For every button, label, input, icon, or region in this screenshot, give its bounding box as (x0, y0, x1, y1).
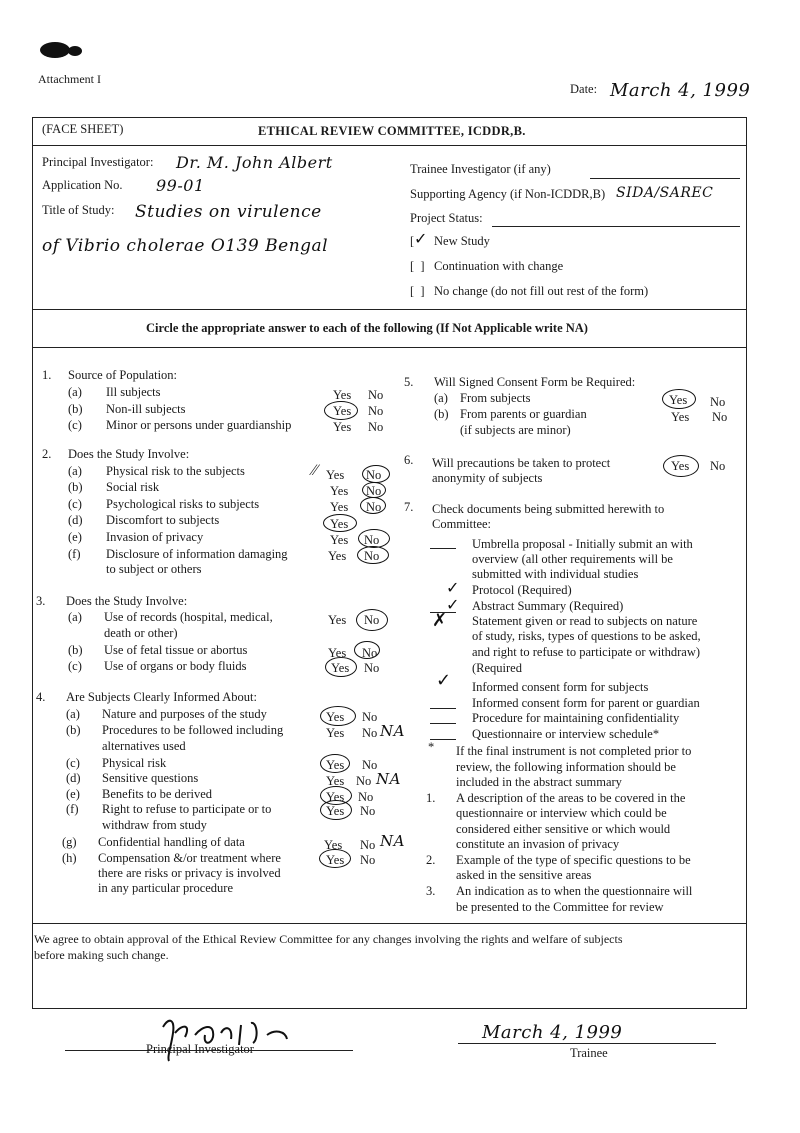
study-title-value-2: of Vibrio cholerae O139 Bengal (42, 236, 329, 256)
item-text: Minor or persons under guardianship (106, 418, 292, 432)
yes-option[interactable]: Yes (331, 661, 350, 675)
doc-protocol: Protocol (Required) (472, 583, 572, 597)
application-label: Application No. (42, 178, 123, 192)
yes-option[interactable]: Yes (326, 468, 345, 482)
no-option[interactable]: No (710, 395, 726, 409)
footnote-text: If the final instrument is not completed prior to (456, 744, 692, 758)
pi-signature-label: Principal Investigator (146, 1042, 254, 1056)
yes-option[interactable]: Yes (333, 420, 352, 434)
trainee-signature-date: March 4, 1999 (482, 1022, 623, 1043)
answer-circle (362, 465, 390, 483)
ink-blot (68, 46, 82, 56)
status-cont-bracket[interactable]: [ ] (410, 259, 425, 273)
committee-title: ETHICAL REVIEW COMMITTEE, ICDDR,B. (258, 124, 526, 138)
face-sheet-label: (FACE SHEET) (42, 122, 124, 136)
no-option[interactable]: No (362, 710, 378, 724)
item-letter: (d) (68, 513, 83, 527)
pi-label: Principal Investigator: (42, 155, 154, 169)
no-option[interactable]: No (710, 459, 726, 473)
note-number: 3. (426, 884, 436, 898)
q3-title: Does the Study Involve: (66, 594, 188, 608)
q7-text: Check documents being submitted herewith to (432, 502, 665, 516)
no-option[interactable]: No (368, 388, 384, 402)
q1-title: Source of Population: (68, 368, 178, 382)
answer-circle (320, 706, 356, 726)
yes-option[interactable]: Yes (671, 459, 690, 473)
divider (32, 309, 747, 310)
item-letter: (f) (68, 547, 81, 561)
answer-circle (356, 609, 388, 631)
q7-text: Committee: (432, 517, 492, 531)
item-text: From parents or guardian (460, 407, 587, 421)
answer-circle (357, 546, 389, 564)
item-text: Physical risk to the subjects (106, 464, 245, 478)
pi-value: Dr. M. John Albert (176, 153, 333, 172)
no-option[interactable]: No (364, 613, 380, 627)
instruction: Circle the appropriate answer to each of the following (If Not Applicable write NA) (146, 321, 588, 335)
q2-number: 2. (42, 447, 52, 461)
note-text: constitute an invasion of privacy (456, 837, 620, 851)
agency-value: SIDA/SAREC (616, 185, 714, 201)
item-text: Ill subjects (106, 385, 161, 399)
yes-option[interactable]: Yes (326, 790, 345, 804)
doc-abstract: Abstract Summary (Required) (472, 599, 624, 613)
note-text: An indication as to when the questionnaire will (456, 884, 693, 898)
study-title-label: Title of Study: (42, 203, 115, 217)
yes-option[interactable]: Yes (326, 853, 345, 867)
yes-option[interactable]: Yes (330, 484, 349, 498)
trainee-label: Trainee Investigator (if any) (410, 162, 551, 176)
doc-umbrella: Umbrella proposal - Initially submit an with (472, 537, 693, 551)
item-text: Psychological risks to subjects (106, 497, 260, 511)
no-option[interactable]: No (360, 853, 376, 867)
checkbox-confidentiality[interactable] (430, 723, 456, 724)
answer-circle (320, 800, 352, 820)
item-text: Sensitive questions (102, 771, 199, 785)
yes-option[interactable]: Yes (330, 533, 349, 547)
na-mark: NA (376, 770, 401, 788)
item-text: Use of fetal tissue or abortus (104, 643, 248, 657)
doc-umbrella: submitted with individual studies (472, 567, 639, 581)
item-letter: (a) (66, 707, 80, 721)
item-text: in any particular procedure (98, 881, 234, 895)
na-mark: NA (380, 832, 405, 850)
answer-circle (354, 641, 380, 659)
no-option[interactable]: No (358, 790, 374, 804)
item-letter: (b) (68, 480, 83, 494)
doc-statement: of study, risks, types of questions to be asked, (472, 629, 701, 643)
yes-option[interactable]: Yes (324, 838, 343, 852)
item-letter: (a) (434, 391, 448, 405)
item-letter: (g) (62, 835, 77, 849)
doc-statement: and right to refuse to participate or withdraw) (472, 645, 701, 659)
note-text: asked in the sensitive areas (456, 868, 592, 882)
status-new: New Study (434, 234, 490, 248)
yes-option[interactable]: Yes (333, 404, 352, 418)
note-text: A description of the areas to be covered in the (456, 791, 686, 805)
item-text: Procedures to be followed including (102, 723, 284, 737)
item-letter: (c) (68, 497, 82, 511)
item-text: alternatives used (102, 739, 186, 753)
note-text: considered either sensitive or which would (456, 822, 671, 836)
q6-text: Will precautions be taken to protect (432, 456, 611, 470)
no-option[interactable]: No (362, 758, 378, 772)
ink-blot (40, 42, 70, 58)
item-letter: (b) (434, 407, 449, 421)
no-option[interactable]: No (712, 410, 728, 424)
item-text: Nature and purposes of the study (102, 707, 267, 721)
divider (32, 923, 747, 924)
item-letter: (c) (68, 659, 82, 673)
answer-circle (325, 657, 357, 677)
q3-number: 3. (36, 594, 46, 608)
item-letter: (a) (68, 464, 82, 478)
yes-option[interactable]: Yes (326, 710, 345, 724)
doc-questionnaire: Questionnaire or interview schedule* (472, 727, 660, 741)
yes-option[interactable]: Yes (328, 613, 347, 627)
no-option[interactable]: No (366, 468, 382, 482)
item-text: Benefits to be derived (102, 787, 213, 801)
check-mark-icon: ✓ (414, 229, 428, 248)
q4-number: 4. (36, 690, 46, 704)
doc-consent-parent: Informed consent form for parent or guardian (472, 696, 700, 710)
item-text: Use of organs or body fluids (104, 659, 247, 673)
answer-circle (323, 514, 357, 532)
no-option[interactable]: No (356, 774, 372, 788)
item-letter: (c) (68, 418, 82, 432)
item-letter: (a) (68, 610, 82, 624)
item-letter: (b) (68, 402, 83, 416)
check-mark-icon: ✓ (446, 578, 460, 597)
agreement-text: We agree to obtain approval of the Ethical Review Committee for any changes involving the rights and welfare of subjects (34, 932, 623, 946)
checkbox-consent-parent[interactable] (430, 708, 456, 709)
item-text: Discomfort to subjects (106, 513, 220, 527)
strike-mark: ⁄⁄ (312, 462, 318, 479)
status-line (492, 226, 740, 227)
item-text: to subject or others (106, 562, 202, 576)
no-option[interactable]: No (366, 500, 382, 514)
doc-statement: (Required (472, 661, 522, 675)
doc-umbrella: overview (all other requirements will be (472, 552, 673, 566)
item-text: death or other) (104, 626, 178, 640)
answer-circle (362, 482, 386, 498)
no-option[interactable]: No (362, 726, 378, 740)
note-text: Example of the type of specific questions to be (456, 853, 691, 867)
doc-confidentiality: Procedure for maintaining confidentiality (472, 711, 680, 725)
no-option[interactable]: No (364, 533, 380, 547)
no-option[interactable]: No (360, 838, 376, 852)
item-text: Social risk (106, 480, 160, 494)
yes-option[interactable]: Yes (328, 646, 347, 660)
study-title-value-1: Studies on virulence (135, 202, 322, 222)
check-mark-icon: ✗ (432, 610, 448, 631)
q1-number: 1. (42, 368, 52, 382)
status-nochange-bracket[interactable]: [ ] (410, 284, 425, 298)
check-mark-icon: ✓ (436, 670, 452, 691)
yes-option[interactable]: Yes (326, 774, 345, 788)
status-label: Project Status: (410, 211, 483, 225)
footnote-text: included in the abstract summary (456, 775, 622, 789)
na-mark: NA (380, 722, 405, 740)
divider (32, 145, 747, 146)
item-text: From subjects (460, 391, 531, 405)
item-text: Compensation &/or treatment where (98, 851, 281, 865)
no-option[interactable]: No (368, 420, 384, 434)
no-option[interactable]: No (362, 646, 378, 660)
answer-circle (662, 389, 696, 409)
item-letter: (a) (68, 385, 82, 399)
no-option[interactable]: No (364, 661, 380, 675)
status-no-change: No change (do not fill out rest of the form) (434, 284, 649, 298)
attachment-label: Attachment I (38, 72, 101, 86)
item-text: Disclosure of information damaging (106, 547, 288, 561)
answer-circle (360, 497, 386, 514)
item-text: Non-ill subjects (106, 402, 186, 416)
note-text: questionnaire or interview which could be (456, 806, 667, 820)
no-option[interactable]: No (366, 484, 382, 498)
yes-option[interactable]: Yes (330, 500, 349, 514)
answer-circle (324, 401, 358, 420)
item-letter: (c) (66, 756, 80, 770)
divider (32, 347, 747, 348)
no-option[interactable]: No (360, 804, 376, 818)
yes-option[interactable]: Yes (326, 758, 345, 772)
trainee-signature-line (458, 1043, 716, 1044)
footnote-text: review, the following information should be (456, 760, 676, 774)
note-number: 1. (426, 791, 436, 805)
item-text: Confidential handling of data (98, 835, 245, 849)
trainee-line (590, 178, 740, 179)
q6-number: 6. (404, 453, 414, 467)
q4-title: Are Subjects Clearly Informed About: (66, 690, 257, 704)
item-letter: (f) (66, 802, 79, 816)
doc-statement: Statement given or read to subjects on nature (472, 614, 698, 628)
agency-label: Supporting Agency (if Non-ICDDR,B) (410, 187, 606, 201)
q6-text: anonymity of subjects (432, 471, 543, 485)
yes-option[interactable]: Yes (669, 393, 688, 407)
item-text: Physical risk (102, 756, 167, 770)
trainee-signature-label: Trainee (570, 1046, 608, 1060)
yes-option[interactable]: Yes (326, 726, 345, 740)
yes-option[interactable]: Yes (671, 410, 690, 424)
yes-option[interactable]: Yes (330, 517, 349, 531)
item-letter: (e) (66, 787, 80, 801)
q2-title: Does the Study Involve: (68, 447, 190, 461)
yes-option[interactable]: Yes (326, 804, 345, 818)
item-text: Right to refuse to participate or to (102, 802, 272, 816)
date-value: March 4, 1999 (610, 80, 751, 101)
status-new-bracket[interactable]: [ (410, 234, 415, 248)
q7-number: 7. (404, 500, 414, 514)
no-option[interactable]: No (368, 404, 384, 418)
item-letter: (e) (68, 530, 82, 544)
item-text: Use of records (hospital, medical, (104, 610, 273, 624)
status-continuation: Continuation with change (434, 259, 564, 273)
q5-number: 5. (404, 375, 414, 389)
check-mark-icon: ✓ (446, 595, 460, 614)
item-letter: (b) (66, 723, 81, 737)
note-text: be presented to the Committee for review (456, 900, 664, 914)
yes-option[interactable]: Yes (333, 388, 352, 402)
answer-circle (319, 849, 351, 868)
q5-title: Will Signed Consent Form be Required: (434, 375, 636, 389)
doc-consent-subjects: Informed consent form for subjects (472, 680, 649, 694)
checkbox-umbrella[interactable] (430, 548, 456, 549)
yes-option[interactable]: Yes (328, 549, 347, 563)
item-text: Invasion of privacy (106, 530, 204, 544)
item-text: (if subjects are minor) (460, 423, 571, 437)
application-value: 99-01 (156, 176, 205, 195)
footnote-star: * (428, 740, 435, 754)
item-letter: (d) (66, 771, 81, 785)
answer-circle (320, 754, 350, 773)
item-letter: (h) (62, 851, 77, 865)
item-letter: (b) (68, 643, 83, 657)
agreement-text: before making such change. (34, 948, 169, 962)
note-number: 2. (426, 853, 436, 867)
no-option[interactable]: No (364, 549, 380, 563)
item-text: withdraw from study (102, 818, 207, 832)
answer-circle (663, 455, 699, 477)
item-text: there are risks or privacy is involved (98, 866, 281, 880)
date-label: Date: (570, 82, 598, 96)
